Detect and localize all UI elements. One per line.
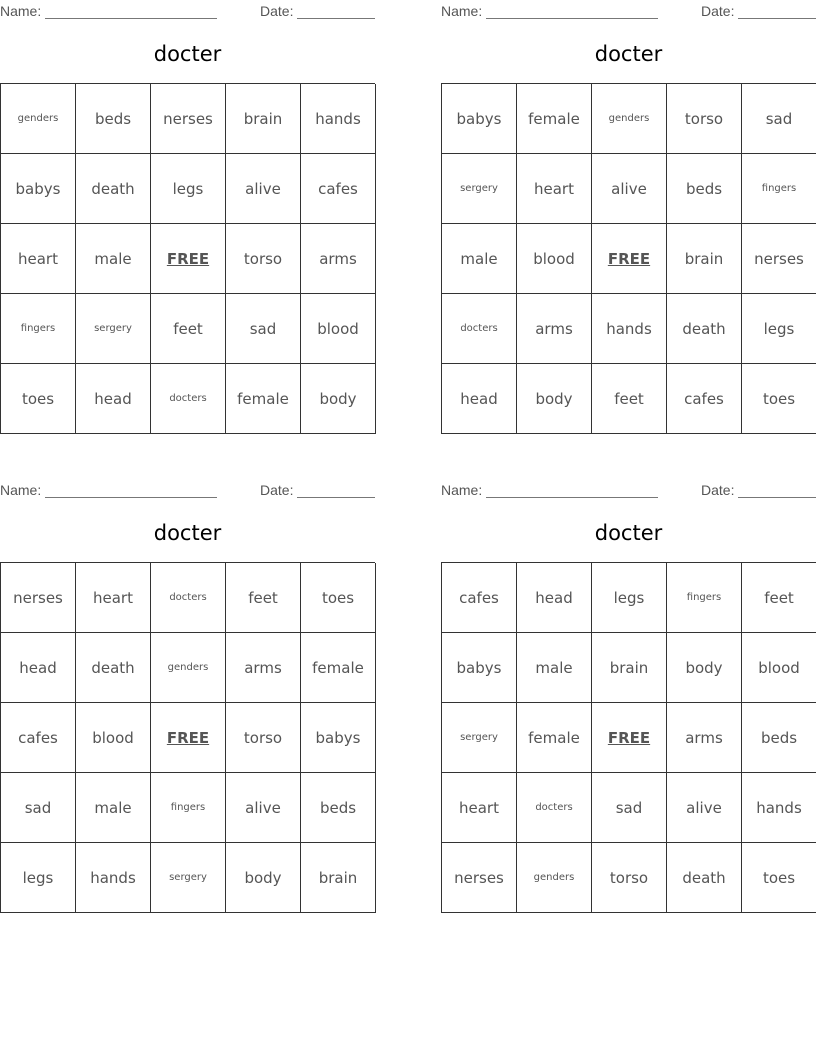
bingo-cell: male (442, 224, 517, 294)
bingo-grid (0, 83, 375, 434)
date-label: Date: (260, 482, 294, 498)
card-title: docter (153, 521, 222, 545)
bingo-cell: toes (1, 364, 76, 434)
bingo-cell: genders (151, 633, 226, 703)
bingo-cell: brain (301, 843, 376, 913)
bingo-cell: torso (667, 84, 742, 154)
name-date-line (0, 3, 375, 19)
bingo-cell: female (517, 84, 592, 154)
bingo-cell: female (226, 364, 301, 434)
name-date-line (441, 3, 816, 19)
date-label: Date: (701, 482, 735, 498)
bingo-cell: alive (592, 154, 667, 224)
bingo-cell: babys (301, 703, 376, 773)
bingo-cell: legs (1, 843, 76, 913)
bingo-cell: genders (592, 84, 667, 154)
bingo-cell: beds (301, 773, 376, 843)
card-title: docter (594, 521, 663, 545)
bingo-card (441, 479, 816, 914)
bingo-cell: babys (1, 154, 76, 224)
bingo-cell: hands (592, 294, 667, 364)
bingo-cell: blood (742, 633, 816, 703)
name-blank (45, 497, 217, 498)
bingo-cell: male (76, 224, 151, 294)
bingo-cell: babys (442, 84, 517, 154)
bingo-cell: body (667, 633, 742, 703)
bingo-cell: docters (151, 364, 226, 434)
bingo-cell: nerses (151, 84, 226, 154)
bingo-cell: feet (151, 294, 226, 364)
name-blank (486, 18, 658, 19)
name-label: Name: (0, 482, 42, 498)
bingo-cell: nerses (742, 224, 816, 294)
card-title: docter (594, 42, 663, 66)
bingo-cell: brain (592, 633, 667, 703)
bingo-cell: female (517, 703, 592, 773)
name-label: Name: (441, 482, 483, 498)
card-title: docter (153, 42, 222, 66)
bingo-cell: body (301, 364, 376, 434)
bingo-cell: heart (517, 154, 592, 224)
bingo-cell: cafes (1, 703, 76, 773)
bingo-cell: feet (226, 563, 301, 633)
bingo-cell: toes (301, 563, 376, 633)
bingo-cell: sergery (442, 154, 517, 224)
bingo-cell: blood (301, 294, 376, 364)
free-space-cell: FREE (151, 224, 226, 294)
free-space-cell: FREE (592, 703, 667, 773)
name-label: Name: (441, 3, 483, 19)
bingo-cell: legs (592, 563, 667, 633)
bingo-cell: sergery (442, 703, 517, 773)
bingo-grid (441, 562, 816, 913)
bingo-cell: arms (517, 294, 592, 364)
bingo-cell: brain (667, 224, 742, 294)
bingo-cell: blood (517, 224, 592, 294)
bingo-cell: arms (226, 633, 301, 703)
bingo-cell: heart (76, 563, 151, 633)
name-date-line (441, 482, 816, 498)
bingo-cell: alive (226, 773, 301, 843)
date-label: Date: (701, 3, 735, 19)
bingo-cell: body (226, 843, 301, 913)
bingo-cell: nerses (442, 843, 517, 913)
bingo-cell: sad (592, 773, 667, 843)
bingo-cell: genders (517, 843, 592, 913)
bingo-cell: head (1, 633, 76, 703)
bingo-cell: body (517, 364, 592, 434)
bingo-cell: alive (226, 154, 301, 224)
bingo-cell: death (76, 633, 151, 703)
bingo-cell: arms (301, 224, 376, 294)
bingo-card (0, 0, 375, 435)
bingo-cell: beds (742, 703, 816, 773)
bingo-cell: torso (226, 703, 301, 773)
bingo-cell: brain (226, 84, 301, 154)
bingo-grid (441, 83, 816, 434)
bingo-cell: male (517, 633, 592, 703)
bingo-cell: feet (592, 364, 667, 434)
date-blank (297, 18, 375, 19)
bingo-cell: feet (742, 563, 816, 633)
free-space-cell: FREE (592, 224, 667, 294)
bingo-cell: cafes (667, 364, 742, 434)
bingo-cell: beds (76, 84, 151, 154)
bingo-cell: docters (517, 773, 592, 843)
bingo-cell: hands (301, 84, 376, 154)
bingo-cell: sad (1, 773, 76, 843)
bingo-cell: torso (592, 843, 667, 913)
bingo-cell: sergery (151, 843, 226, 913)
bingo-card (0, 479, 375, 914)
bingo-cell: fingers (742, 154, 816, 224)
date-blank (297, 497, 375, 498)
bingo-cell: blood (76, 703, 151, 773)
date-blank (738, 497, 816, 498)
bingo-cell: nerses (1, 563, 76, 633)
bingo-cell: alive (667, 773, 742, 843)
bingo-cell: torso (226, 224, 301, 294)
bingo-grid (0, 562, 375, 913)
free-space-cell: FREE (151, 703, 226, 773)
bingo-cell: cafes (301, 154, 376, 224)
bingo-cell: fingers (151, 773, 226, 843)
bingo-cell: death (76, 154, 151, 224)
bingo-cell: beds (667, 154, 742, 224)
bingo-card (441, 0, 816, 435)
bingo-cell: genders (1, 84, 76, 154)
date-label: Date: (260, 3, 294, 19)
bingo-cell: death (667, 843, 742, 913)
bingo-cell: fingers (1, 294, 76, 364)
name-date-line (0, 482, 375, 498)
bingo-cell: male (76, 773, 151, 843)
bingo-cell: death (667, 294, 742, 364)
bingo-cell: hands (742, 773, 816, 843)
bingo-cell: legs (151, 154, 226, 224)
bingo-cell: sad (226, 294, 301, 364)
bingo-cell: arms (667, 703, 742, 773)
bingo-cell: toes (742, 364, 816, 434)
bingo-cell: heart (442, 773, 517, 843)
name-blank (45, 18, 217, 19)
bingo-cell: female (301, 633, 376, 703)
bingo-cell: heart (1, 224, 76, 294)
bingo-cell: sergery (76, 294, 151, 364)
bingo-cell: toes (742, 843, 816, 913)
bingo-cell: cafes (442, 563, 517, 633)
date-blank (738, 18, 816, 19)
bingo-cell: sad (742, 84, 816, 154)
bingo-cell: head (76, 364, 151, 434)
bingo-cell: hands (76, 843, 151, 913)
bingo-cell: fingers (667, 563, 742, 633)
bingo-cell: head (442, 364, 517, 434)
bingo-cell: babys (442, 633, 517, 703)
bingo-cell: docters (151, 563, 226, 633)
name-blank (486, 497, 658, 498)
bingo-cell: docters (442, 294, 517, 364)
bingo-cell: legs (742, 294, 816, 364)
name-label: Name: (0, 3, 42, 19)
bingo-cell: head (517, 563, 592, 633)
